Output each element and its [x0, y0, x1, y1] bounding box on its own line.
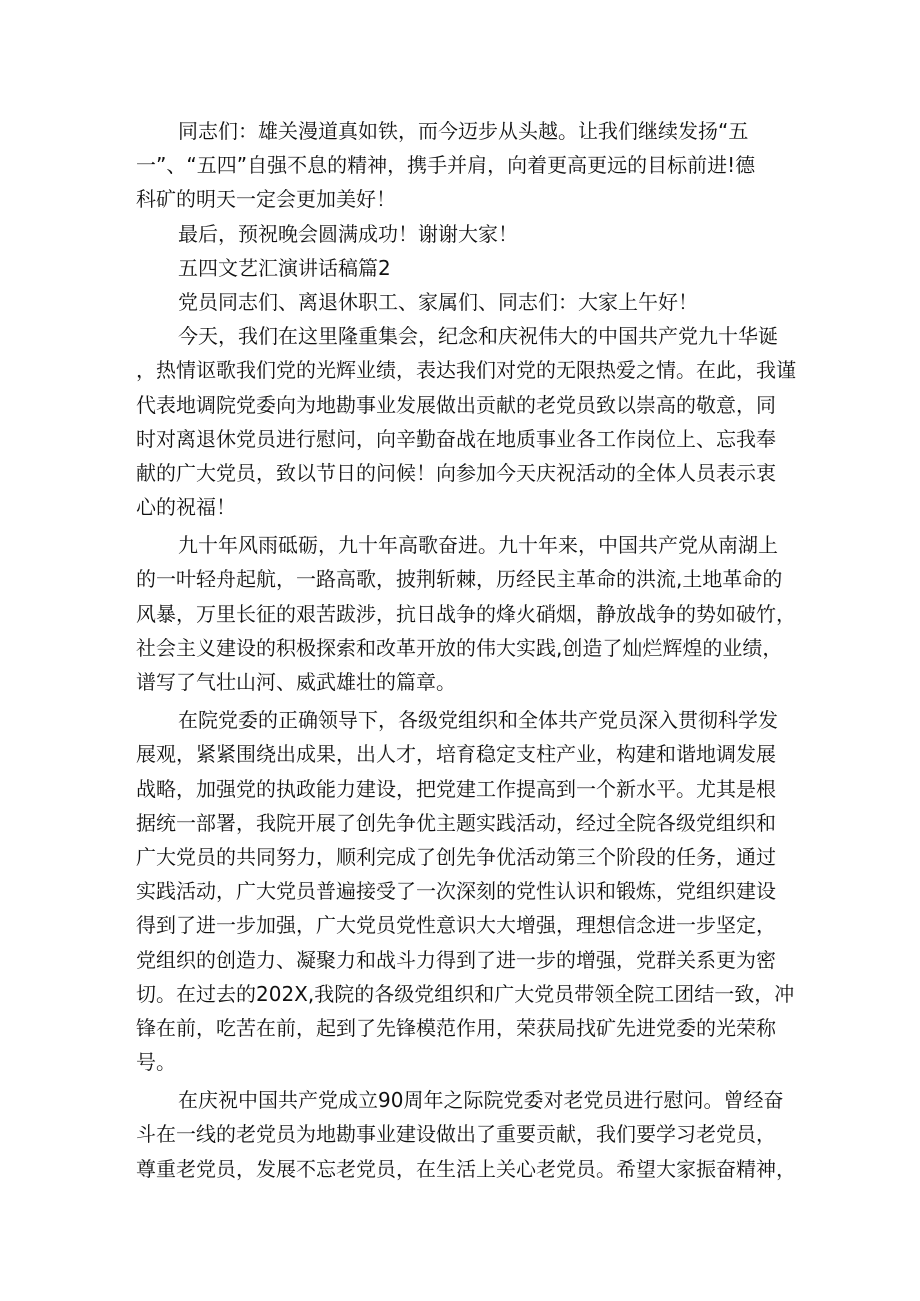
text-line: 据统一部署，我院开展了创先争优主题实践活动，经过全院各级党组织和 [136, 810, 776, 835]
text-line: 最后，预祝晚会圆满成功！谢谢大家！ [178, 221, 518, 246]
text-line: 展观，紧紧围绕出成果，出人才，培育稳定支柱产业，构建和谐地调发展 [136, 742, 776, 767]
section-heading: 五四文艺汇演讲话稿篇2 [178, 255, 391, 280]
text-line: 党组织的创造力、凝聚力和战斗力得到了进一步的增强，党群关系更为密 [136, 947, 776, 972]
text-line: 实践活动，广大党员普遍接受了一次深刻的党性认识和锻炼，党组织建设 [136, 879, 776, 904]
document-body [136, 114, 796, 1186]
text-line: 风暴，万里长征的艰苦跋涉，抗日战争的烽火硝烟，静放战争的势如破竹， [136, 601, 796, 626]
text-line: ，热情讴歌我们党的光辉业绩，表达我们对党的无限热爱之情。在此，我谨 [136, 358, 796, 383]
text-line: 时对离退休党员进行慰问，向辛勤奋战在地质事业各工作岗位上、忘我奉 [136, 426, 776, 451]
text-line: 尊重老党员，发展不忘老党员，在生活上关心老党员。希望大家振奋精神， [136, 1156, 796, 1181]
text-line: 社会主义建设的积极探索和改革开放的伟大实践,创造了灿烂辉煌的业绩， [136, 635, 783, 660]
text-line: 斗在一线的老党员为地勘事业建设做出了重要贡献，我们要学习老党员， [136, 1122, 776, 1147]
salutation-line: 党员同志们、离退休职工、家属们、同志们：大家上午好！ [178, 289, 698, 314]
text-line: 得到了进一步加强，广大党员党性意识大大增强，理想信念进一步坚定， [136, 913, 776, 938]
text-line: 战略，加强党的执政能力建设，把党建工作提高到一个新水平。尤其是根 [136, 776, 776, 801]
text-line: 锋在前，吃苦在前，起到了先锋模范作用，荣获局找矿先进党委的光荣称 [136, 1015, 776, 1040]
text-line: 切。在过去的202X,我院的各级党组织和广大党员带领全院工团结一致，冲 [136, 981, 795, 1006]
text-line: 今天，我们在这里隆重集会，纪念和庆祝伟大的中国共产党九十华诞 [178, 324, 778, 349]
text-line: 广大党员的共同努力，顺利完成了创先争优活动第三个阶段的任务，通过 [136, 844, 776, 869]
text-line: 谱写了气壮山河、威武雄壮的篇章。 [136, 670, 456, 694]
text-line: 科矿的明天一定会更加美好！ [136, 187, 396, 212]
text-line: 号。 [136, 1050, 176, 1075]
text-line: 同志们：雄关漫道真如铁，而今迈步从头越。让我们继续发扬“五 [178, 119, 749, 143]
text-line: 九十年风雨砥砺，九十年高歌奋进。九十年来，中国共产党从南湖上 [178, 533, 778, 558]
text-line: 代表地调院党委向为地勘事业发展做出贡献的老党员致以崇高的敬意，同 [136, 392, 776, 417]
text-line: 的一叶轻舟起航，一路高歌，披荆斩棘，历经民主革命的洪流,土地革命的 [136, 567, 783, 592]
text-line: 在院党委的正确领导下，各级党组织和全体共产党员深入贯彻科学发 [178, 708, 778, 733]
text-line: 心的祝福！ [136, 495, 236, 520]
text-line: 献的广大党员，致以节日的问候！向参加今天庆祝活动的全体人员表示衷 [136, 460, 776, 485]
text-line: 在庆祝中国共产党成立90周年之际院党委对老党员进行慰问。曾经奋 [178, 1088, 784, 1113]
text-line: 一”、“五四”自强不息的精神，携手并肩，向着更高更远的目标前进!德 [136, 153, 756, 178]
